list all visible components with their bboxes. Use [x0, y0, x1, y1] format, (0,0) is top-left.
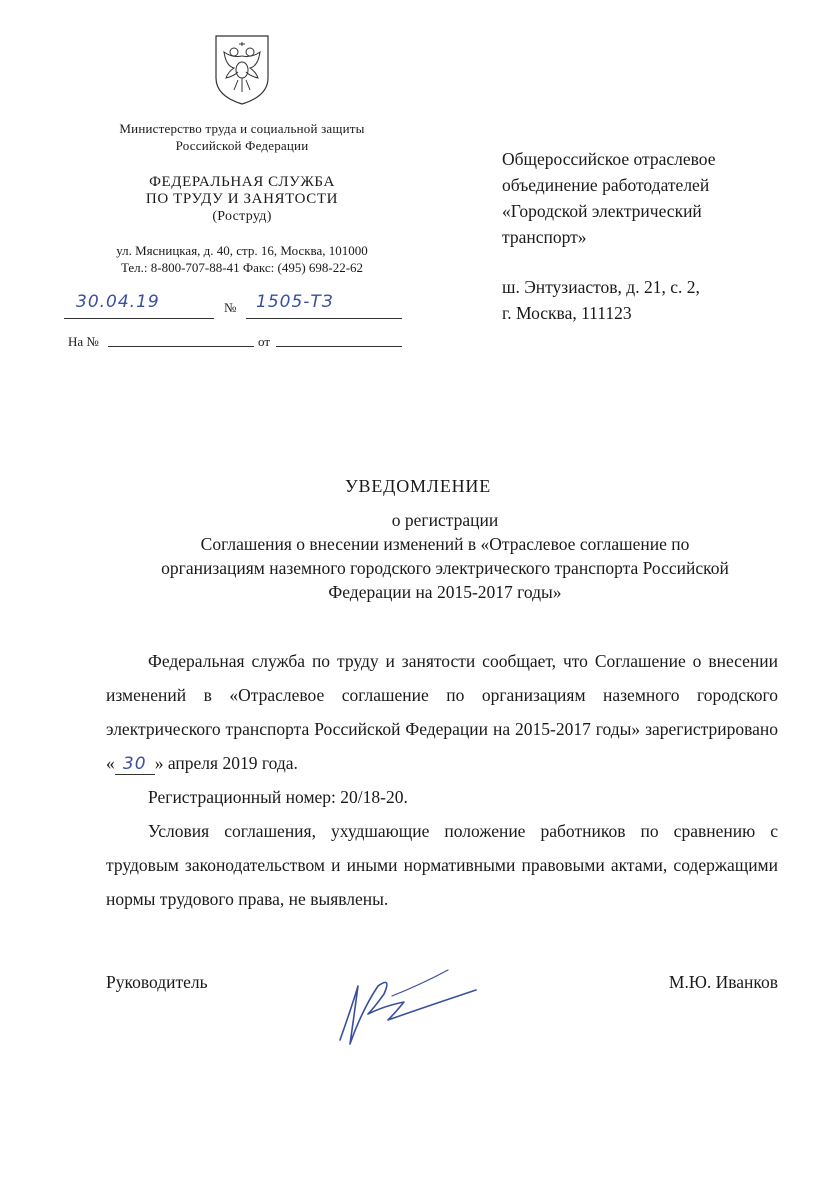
addressee-line-1: Общероссийское отраслевое [502, 149, 716, 169]
handwritten-signature [326, 962, 506, 1052]
addressee-line-3: «Городской электрический [502, 201, 702, 221]
outgoing-date: 30.04.19 [76, 292, 160, 312]
reply-from-label: от [258, 334, 271, 349]
ministry-line-1: Министерство труда и социальной защиты [119, 121, 365, 136]
addressee-address-line-1: ш. Энтузиастов, д. 21, с. 2, [502, 277, 700, 297]
paragraph-1-text: Федеральная служба по труду и занятости сообщает, что Соглашение о внесении изменений в «Отраслевое соглашение по организациям наземного городского электрического транспорта Российской Федерации на 2015-2017 годы» зарегистрировано « [106, 651, 778, 773]
service-short-name: (Роструд) [212, 209, 272, 224]
subtitle-line-3: организациям наземного городского электрического транспорта Российской [161, 558, 729, 578]
signatory-position: Руководитель [106, 972, 208, 992]
service-name [60, 174, 424, 225]
service-line-2: ПО ТРУДУ И ЗАНЯТОСТИ [145, 191, 339, 207]
address-line-1: ул. Мясницкая, д. 40, стр. 16, Москва, 101000 [116, 243, 368, 258]
addressee-address-line-2: г. Москва, 111123 [502, 303, 632, 323]
subtitle-line-2: Соглашения о внесении изменений в «Отраслевое соглашение по [200, 534, 690, 554]
document-body [106, 644, 778, 916]
service-line-1: ФЕДЕРАЛЬНАЯ СЛУЖБА [149, 174, 335, 190]
document-title: УВЕДОМЛЕНИЕ [344, 476, 492, 496]
service-address [60, 242, 424, 276]
registration-day: 30 [115, 754, 155, 775]
reply-to-label: На № [68, 334, 99, 349]
body-paragraph-1 [106, 644, 778, 780]
signatory-name: М.Ю. Иванков [668, 972, 778, 992]
subtitle-line-1: о регистрации [391, 510, 499, 530]
outgoing-number-field [246, 290, 402, 319]
address-line-2: Тел.: 8-800-707-88-41 Факс: (495) 698-22-62 [120, 260, 364, 275]
number-label: № [224, 300, 237, 315]
body-paragraph-2: Регистрационный номер: 20/18-20. [148, 787, 408, 807]
paragraph-1-ending: » апреля 2019 года. [154, 753, 298, 773]
outgoing-number: 1505-ТЗ [256, 292, 334, 312]
addressee-line-4: транспорт» [502, 227, 587, 247]
reply-from-blank [276, 346, 402, 347]
document-subtitle [140, 508, 750, 604]
addressee-block [502, 146, 802, 326]
body-paragraph-3: Условия соглашения, ухудшающие положение работников по сравнению с трудовым законодательством и иными нормативными правовыми актами, содержащими нормы трудового права, не выявлены. [106, 821, 778, 909]
russian-coat-of-arms-icon [212, 32, 272, 108]
outgoing-date-field [64, 290, 214, 319]
ministry-name [60, 120, 424, 154]
subtitle-line-4: Федерации на 2015-2017 годы» [328, 582, 562, 602]
reply-to-blank [108, 346, 254, 347]
addressee-line-2: объединение работодателей [502, 175, 710, 195]
ministry-line-2: Российской Федерации [175, 138, 309, 153]
